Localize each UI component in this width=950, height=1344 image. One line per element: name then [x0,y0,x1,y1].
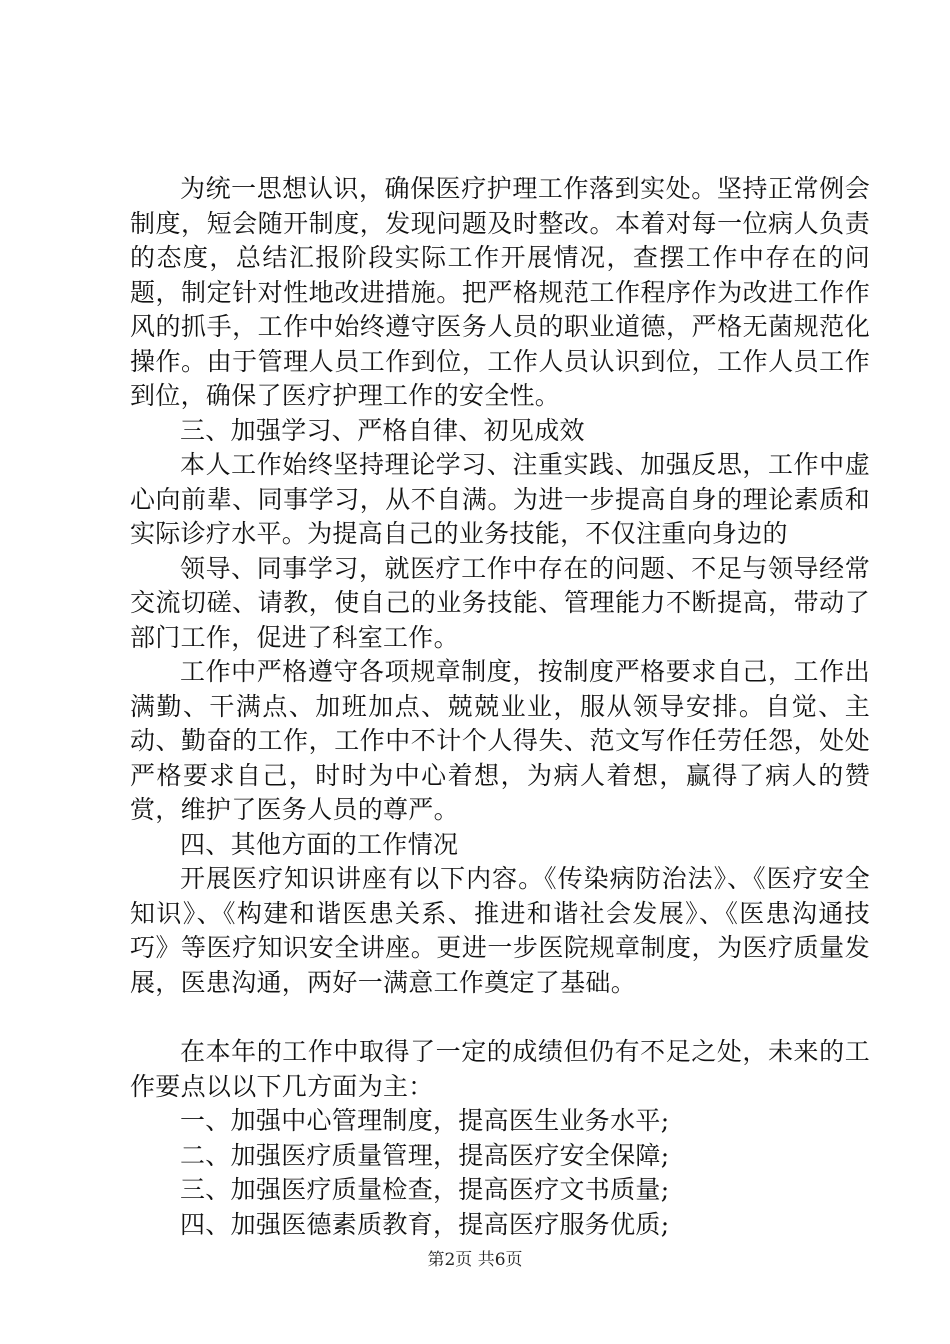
paragraph-discipline: 工作中严格遵守各项规章制度，按制度严格要求自己，工作出满勤、干满点、加班加点、兢兢业业，服从领导安排。自觉、主动、勤奋的工作，工作中不计个人得失、范文写作任劳任怨，处处严格要求自己，时时为中心着想，为病人着想，赢得了病人的赞赏，维护了医务人员的尊严。 [130,657,870,824]
paragraph-future-plans: 在本年的工作中取得了一定的成绩但仍有不足之处，未来的工作要点以以下几方面为主： [130,1037,870,1101]
document-body [130,172,870,1242]
page-number-footer: 第2页 共6页 [427,1250,523,1270]
paragraph-study: 本人工作始终坚持理论学习、注重实践、加强反思，工作中虚心向前辈、同事学习，从不自满。为进一步提高自身的理论素质和实际诊疗水平。为提高自己的业务技能，不仅注重向身边的 [130,450,870,548]
paragraph-leadership-exchange: 领导、同事学习，就医疗工作中存在的问题、不足与领导经常交流切磋、请教，使自己的业务技能、管理能力不断提高，带动了部门工作，促进了科室工作。 [130,553,870,652]
section-heading-three: 三、加强学习、严格自律、初见成效 [180,415,585,445]
paragraph-meeting-system: 为统一思想认识，确保医疗护理工作落到实处。坚持正常例会制度，短会随开制度，发现问题及时整改。本着对每一位病人负责的态度，总结汇报阶段实际工作开展情况，查摆工作中存在的问题，制定针对性地改进措施。把严格规范工作程序作为改进工作作风的抓手，工作中始终遵守医务人员的职业道德，严格无菌规范化操作。由于管理人员工作到位，工作人员认识到位，工作人员工作到位，确保了医疗护理工作的安全性。 [130,174,870,410]
section-heading-four: 四、其他方面的工作情况 [180,829,459,859]
list-item: 一、加强中心管理制度，提高医生业务水平; [180,1106,670,1135]
list-item: 二、加强医疗质量管理，提高医疗安全保障; [180,1140,670,1170]
list-item: 四、加强医德素质教育，提高医疗服务优质; [180,1209,670,1239]
paragraph-lectures: 开展医疗知识讲座有以下内容。《传染病防治法》、《医疗安全知识》、《构建和谐医患关系、推进和谐社会发展》、《医患沟通技巧》等医疗知识安全讲座。更进一步医院规章制度，为医疗质量发展，医患沟通，两好一满意工作奠定了基础。 [130,864,870,997]
list-item: 三、加强医疗质量检查，提高医疗文书质量; [180,1175,670,1204]
